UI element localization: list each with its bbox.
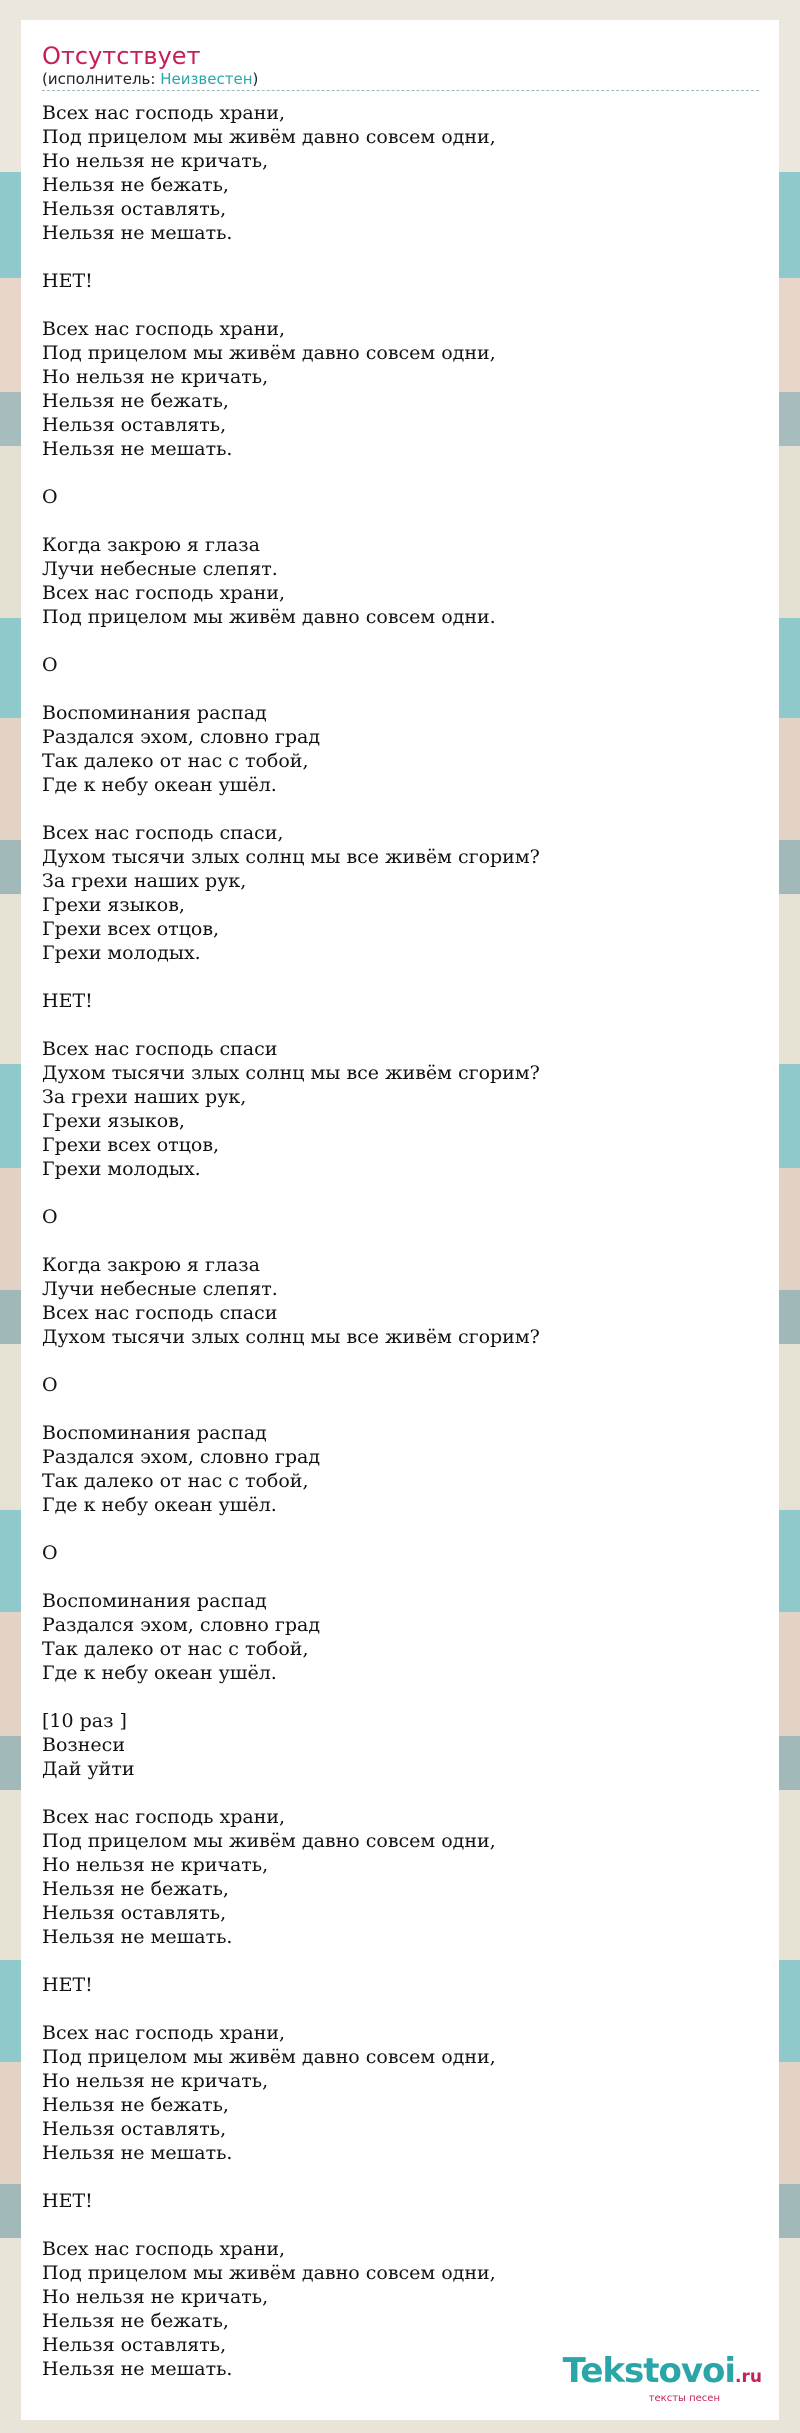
lyric-line: Всех нас господь храни, xyxy=(42,318,286,340)
site-logo[interactable] xyxy=(552,2353,762,2404)
lyric-line: За грехи наших рук, xyxy=(42,870,247,892)
lyric-line xyxy=(42,965,759,989)
lyric-line xyxy=(42,245,759,269)
lyric-line: Всех нас господь спаси xyxy=(42,1302,278,1324)
lyric-line: Под прицелом мы живём давно совсем одни, xyxy=(42,2046,496,2068)
lyric-line xyxy=(42,1949,759,1973)
lyrics-text xyxy=(42,101,759,2381)
lyric-line xyxy=(42,1181,759,1205)
lyric-line xyxy=(42,2213,759,2237)
lyric-line: О xyxy=(42,1542,58,1564)
lyric-line xyxy=(42,1517,759,1541)
lyric-line xyxy=(42,677,759,701)
lyric-line: За грехи наших рук, xyxy=(42,1086,247,1108)
lyric-line: Воспоминания распад xyxy=(42,1422,267,1444)
lyric-line: Воспоминания распад xyxy=(42,1590,267,1612)
lyric-line: Грехи молодых. xyxy=(42,1158,201,1180)
lyric-line: Грехи языков, xyxy=(42,894,185,916)
lyric-line: Где к небу океан ушёл. xyxy=(42,1662,277,1684)
lyric-line: Всех нас господь спаси xyxy=(42,1038,278,1060)
logo-wordmark xyxy=(552,2353,762,2395)
song-title: Отсутствует xyxy=(42,42,201,70)
lyric-line: Нельзя не бежать, xyxy=(42,1878,229,1900)
lyric-line: Раздался эхом, словно град xyxy=(42,1614,321,1636)
lyric-line: Но нельзя не кричать, xyxy=(42,2286,269,2308)
lyric-line: Так далеко от нас с тобой, xyxy=(42,1638,309,1660)
lyric-line xyxy=(42,1349,759,1373)
lyric-line: [10 раз ] xyxy=(42,1710,127,1732)
lyric-line: Всех нас господь храни, xyxy=(42,2238,286,2260)
lyric-line: Нельзя не мешать. xyxy=(42,2358,233,2380)
logo-tagline: тексты песен xyxy=(648,2393,720,2404)
artist-suffix: ) xyxy=(252,70,259,88)
lyric-line: Всех нас господь храни, xyxy=(42,2022,286,2044)
lyric-line: Под прицелом мы живём давно совсем одни, xyxy=(42,1830,496,1852)
lyric-line: Нельзя не бежать, xyxy=(42,2310,229,2332)
lyric-line: Под прицелом мы живём давно совсем одни, xyxy=(42,126,496,148)
lyric-line: Всех нас господь храни, xyxy=(42,1806,286,1828)
lyric-line xyxy=(42,1781,759,1805)
lyric-line: Грехи молодых. xyxy=(42,942,201,964)
lyric-line xyxy=(42,1397,759,1421)
lyric-line: Под прицелом мы живём давно совсем одни, xyxy=(42,2262,496,2284)
lyric-line: Но нельзя не кричать, xyxy=(42,366,269,388)
lyric-line: Когда закрою я глаза xyxy=(42,534,260,556)
lyric-line: Нельзя не мешать. xyxy=(42,1926,233,1948)
lyric-line: Но нельзя не кричать, xyxy=(42,150,269,172)
lyric-line: Нельзя не бежать, xyxy=(42,2094,229,2116)
lyric-line: Воспоминания распад xyxy=(42,702,267,724)
lyric-line: НЕТ! xyxy=(42,990,93,1012)
lyric-line: Всех нас господь спаси, xyxy=(42,822,284,844)
lyric-line: Под прицелом мы живём давно совсем одни, xyxy=(42,342,496,364)
lyric-line: Вознеси xyxy=(42,1734,125,1756)
lyric-line: Но нельзя не кричать, xyxy=(42,2070,269,2092)
lyric-line: Нельзя оставлять, xyxy=(42,2118,227,2140)
lyric-line: Нельзя не мешать. xyxy=(42,2142,233,2164)
lyric-line: Дай уйти xyxy=(42,1758,135,1780)
lyric-line: Нельзя не мешать. xyxy=(42,222,233,244)
lyric-line xyxy=(42,1997,759,2021)
lyric-line: Под прицелом мы живём давно совсем одни. xyxy=(42,606,496,628)
lyric-line: Нельзя оставлять, xyxy=(42,414,227,436)
lyric-line: Раздался эхом, словно град xyxy=(42,1446,321,1468)
logo-tld: .ru xyxy=(735,2367,762,2387)
lyric-line xyxy=(42,2165,759,2189)
lyric-line: Так далеко от нас с тобой, xyxy=(42,750,309,772)
lyric-line: Когда закрою я глаза xyxy=(42,1254,260,1276)
lyric-line: О xyxy=(42,1206,58,1228)
lyric-line: Где к небу океан ушёл. xyxy=(42,774,277,796)
lyric-line: Нельзя не мешать. xyxy=(42,438,233,460)
artist-link[interactable]: Неизвестен xyxy=(160,70,253,88)
lyric-line: О xyxy=(42,1374,58,1396)
lyric-line xyxy=(42,629,759,653)
lyric-line: Всех нас господь храни, xyxy=(42,102,286,124)
lyrics-card xyxy=(21,20,779,2420)
lyric-line: Грехи всех отцов, xyxy=(42,918,220,940)
lyric-line: Раздался эхом, словно град xyxy=(42,726,321,748)
artist-line xyxy=(42,70,759,91)
lyric-line: Лучи небесные слепят. xyxy=(42,558,278,580)
lyric-line xyxy=(42,797,759,821)
lyric-line xyxy=(42,461,759,485)
logo-brand: Tekstovoi xyxy=(562,2351,736,2391)
lyric-line: Нельзя не бежать, xyxy=(42,174,229,196)
lyric-line: Нельзя оставлять, xyxy=(42,198,227,220)
lyric-line: Всех нас господь храни, xyxy=(42,582,286,604)
lyric-line xyxy=(42,509,759,533)
lyric-line: Так далеко от нас с тобой, xyxy=(42,1470,309,1492)
lyric-line xyxy=(42,1565,759,1589)
lyric-line: Духом тысячи злых солнц мы все живём сгорим? xyxy=(42,1326,540,1348)
lyric-line: Духом тысячи злых солнц мы все живём сгорим? xyxy=(42,1062,540,1084)
lyric-line: О xyxy=(42,654,58,676)
lyric-line: О xyxy=(42,486,58,508)
lyric-line: Нельзя оставлять, xyxy=(42,1902,227,1924)
lyric-line: Нельзя оставлять, xyxy=(42,2334,227,2356)
lyric-line xyxy=(42,1685,759,1709)
lyric-line: НЕТ! xyxy=(42,1974,93,1996)
lyric-line xyxy=(42,1229,759,1253)
lyric-line xyxy=(42,293,759,317)
lyric-line: Грехи всех отцов, xyxy=(42,1134,220,1156)
lyric-line xyxy=(42,1013,759,1037)
lyric-line: НЕТ! xyxy=(42,2190,93,2212)
artist-prefix: (исполнитель: xyxy=(42,70,161,88)
lyric-line: Нельзя не бежать, xyxy=(42,390,229,412)
lyric-line: Грехи языков, xyxy=(42,1110,185,1132)
lyric-line: НЕТ! xyxy=(42,270,93,292)
lyric-line: Лучи небесные слепят. xyxy=(42,1278,278,1300)
lyric-line: Духом тысячи злых солнц мы все живём сгорим? xyxy=(42,846,540,868)
lyric-line: Но нельзя не кричать, xyxy=(42,1854,269,1876)
lyric-line: Где к небу океан ушёл. xyxy=(42,1494,277,1516)
